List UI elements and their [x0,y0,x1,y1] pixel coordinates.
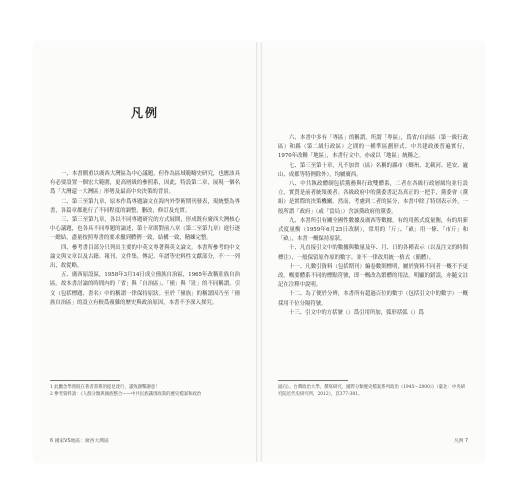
left-folio: 6 國家VS地區：廣西大灣區 [50,439,109,444]
paragraph: 五、廣西原設區，1958年3月14日成立僮族自治區，1965年改稱壯族自治區。故本書討論的時間內的「省」與「自治區」、「僮」與「壯」的不同稱謂，引文（包括標題、書名）中的稱謂一律保持原狀。至於「僮族」的稱謂因乃至「僮族自治區」的設立有較爲複雜的歷史與政治原因，本書不予深入探究。 [50,272,240,306]
right-footnotes [278,384,468,398]
right-page [262,42,484,462]
left-body [50,170,240,308]
left-footnotes [50,384,240,398]
paragraph: 八、中共執政體制包括黨務與行政雙體系，二者在各級行政層級均並行設立，實質是前者統領後者。各級政府中的黨委書記為真正的一把手，黨委會（黨組）是實際的決策機關。然而，考慮到二者的區分，本書中除了特別表示外，一般所謂「政府」（或「當局」）含該黨政府的黨委。 [278,181,468,215]
right-body [278,134,468,318]
paragraph: 九、本書所引有關全國性數據及廣西等數據，有的用舊式度量衡，有的用新式度量衡（1959年6月25日改制），常用的「斤」、「畝」用一條、「市斤」和「畝」，本書一概保持原狀。 [278,217,468,243]
footnote: 1 此觀念學照既在著者書系的提見達行，謹致謝擊謝意！ [50,385,160,390]
paragraph: 十三、引文中的方括號（）爲引用所加，弧形括弧（）爲 [289,309,424,316]
paragraph: 七、第三至第十章，凡不加省（區）名稱的縣市（鄉州、北載河、延安、廬山、成都等特例除外），均屬廣西。 [278,162,468,178]
paragraph: 一、本書側重以廣西大灣區為中心議題，但作為區域範疇史研究，也應該具有必要設置一個宏大範圍，更高層級的參照系，因此，特設第二章，展現一個名爲「大灣還一大灣區」形勢及最高中央決策的背景。 [50,171,240,196]
footnote-rule [50,380,120,381]
page-title: 凡例 [130,106,159,120]
paragraph: 二、第三至第九章，原本作爲專題論文在海内外學術期刊發表，現統整為專書，各篇章都進行了不同程度的調整，删改，修訂及充實。 [50,198,240,214]
paragraph: 十二、為了便於分辨，本書所有超過百位的數字（包括引文中的數字）一概採用千位分隔符號。 [278,291,468,307]
footnote-rule [278,380,348,381]
footnote: 面向）。台灣政治大學，撰寫研究，國際分類歷史檔案系列政治（1945～2000）》（臺北：中央研究院近代史研究所，2012），頁377-381。 [278,385,465,397]
paragraph: 六、本書中多有「專區」的稱謂，所謂「專區」，爲省/自治區（第一級行政區）和縣（第二級行政區）之間的一種準區劃形式。中共建政後普遍實行，1970年改稱「地區」，本書行文中，亦或以「地區」統稱之。 [278,135,468,160]
right-folio: 凡例 7 [453,439,468,444]
footnote: 2 參考資料請：《人群分類與國族整合——中共民族識別政策的歷史檔案和政治 [50,392,202,397]
paragraph: 十一、凡數引資料（包括期刊）編卷數則標明，屬於資料不同者一概不予更改。概要體系不同的標點符號，即一概改為繁體的用法。明顯的錯誤，亦隨文註記在注釋中說明。 [278,263,468,289]
paragraph: 四、參考書目部分只列出主要的中英文專著與英文論文。本書所參考的中文論文與文章以及古籍、報刊、文件集、傳記、年譜等史料性文獻部分，不一一列出，故從略。 [50,244,240,270]
left-page [34,42,256,462]
paragraph: 三、第三至第九章，各以不同專題研究的方式展開，形成既有廣西大灣核心中心議題，也各具不同專題的論述，第十章則對前八章（第二至第九章）進行逐一總結，盡量按照專書的要求撤到體例一致，結構一致，精練完整。 [50,217,240,242]
paragraph: 十、凡直接引文中的數據與數量及年、月、日的各種表示（以及注文的時間標注），一般保留原作原的數字。並不一律改用統一格式（簡體）。 [278,245,468,261]
